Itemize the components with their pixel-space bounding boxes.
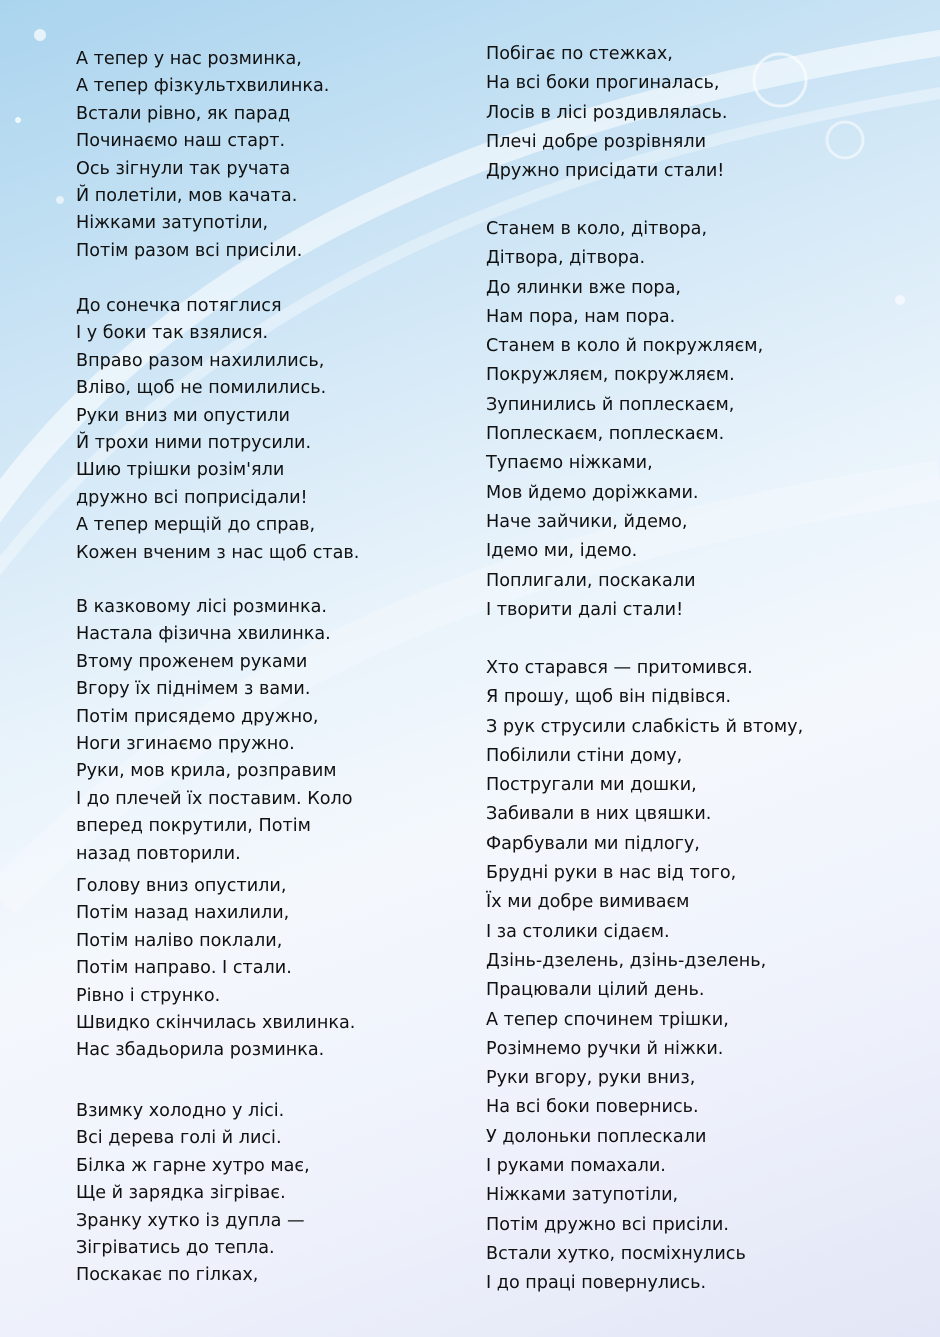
poem-line: І до праці повернулись. <box>486 1273 707 1294</box>
poem-line: Вгору їх піднімем з вами. <box>76 679 311 700</box>
poem-line: Працювали цілий день. <box>486 980 705 1001</box>
poem-line: Хто старався — притомився. <box>486 658 753 678</box>
stanza <box>486 215 763 625</box>
poem-line: Ноги згинаємо пружно. <box>76 734 295 755</box>
poem-line: До сонечка потяглися <box>76 296 282 316</box>
poem-line: Фарбували ми підлогу, <box>486 833 700 854</box>
poem-line: Швидко скінчилась хвилинка. <box>76 1013 356 1034</box>
poem-line: Їх ми добре вимиваєм <box>486 892 690 913</box>
poem-line: Вліво, щоб не помилились. <box>76 378 327 399</box>
poem-line: Всі дерева голі й лисі. <box>76 1128 282 1149</box>
poem-line: Починаємо наш старт. <box>76 131 286 152</box>
poem-line: Забивали в них цвяшки. <box>486 804 712 825</box>
poem-line: Кожен вченим з нас щоб став. <box>76 542 360 563</box>
poem-line: Дзінь-дзелень, дзінь-дзелень, <box>486 950 767 971</box>
poem-line: Дітвора, дітвора. <box>486 248 646 269</box>
poem-line: Плечі добре розрівняли <box>486 131 707 152</box>
poem-line: Й полетіли, мов качата. <box>76 186 298 207</box>
poem-line: вперед покрутили, Потім <box>76 816 311 837</box>
poem-line: В казковому лісі розминка. <box>76 597 328 617</box>
poem-line: Встали хутко, посміхнулись <box>486 1243 746 1264</box>
poem-line: Станем в коло, дітвора, <box>486 219 708 239</box>
poem-line: Ніжками затупотіли, <box>486 1185 679 1206</box>
poem-line: Взимку холодно у лісі. <box>76 1101 285 1121</box>
poem-line: Наче зайчики, йдемо, <box>486 511 688 532</box>
poem-line: Руки, мов крила, розправим <box>76 761 337 782</box>
poem-line: Ніжками затупотіли, <box>76 213 269 234</box>
poem-line: Зранку хутко із дупла — <box>76 1210 305 1231</box>
poem-line: І творити далі стали! <box>486 599 684 620</box>
poem-line: У долоньки поплескали <box>486 1126 707 1147</box>
poem-line: Лосів в лісі роздивлялась. <box>486 102 728 123</box>
stanza <box>76 293 359 567</box>
poem-line: Станем в коло й покружляєм, <box>486 336 764 357</box>
poem-line: Дружно присідати стали! <box>486 161 725 182</box>
poem-line: На всі боки повернись. <box>486 1097 699 1118</box>
stanza <box>486 40 728 186</box>
stanza <box>76 1098 310 1290</box>
poem-line: І до плечей їх поставим. Коло <box>76 788 353 809</box>
poem-line: Мов йдемо доріжками. <box>486 482 699 503</box>
poem-line: Рівно і струнко. <box>76 985 221 1006</box>
poem-line: Ідемо ми, ідемо. <box>486 541 638 562</box>
poem-line: Шию трішки розім'яли <box>76 460 285 481</box>
poem-line: А тепер мерщій до справ, <box>76 515 316 536</box>
poem-line: І руками помахали. <box>486 1156 666 1177</box>
poem-line: Побілили стіни дому, <box>486 745 683 766</box>
poem-line: Встали рівно, як парад <box>76 103 291 124</box>
poem-line: Брудні руки в нас від того, <box>486 863 737 884</box>
poem-line: Потім разом всі присіли. <box>76 240 303 261</box>
poem-line: Зупинились й поплескаєм, <box>486 394 735 415</box>
poem-line: Ще й зарядка зігріває. <box>76 1183 286 1204</box>
poem-line: А тепер у нас розминка, <box>76 49 302 69</box>
poem-line: Ось зігнули так ручата <box>76 158 291 179</box>
stanza <box>76 46 329 265</box>
poem-line: Потім назад нахилили, <box>76 903 290 924</box>
poem-line: А тепер спочинем трішки, <box>486 1009 729 1030</box>
poem-line: І за столики сідаєм. <box>486 921 670 942</box>
poem-line: назад повторили. <box>76 843 241 864</box>
poem-line: Зігріватись до тепла. <box>76 1238 275 1259</box>
poem-line: Білка ж гарне хутро має, <box>76 1155 310 1176</box>
stanza <box>76 873 355 1065</box>
poem-line: Й трохи ними потрусили. <box>76 433 312 454</box>
poem-line: Руки вниз ми опустили <box>76 405 290 426</box>
poem-line: Руки вгору, руки вниз, <box>486 1068 696 1089</box>
poem-line: А тепер фізкультхвилинка. <box>76 76 330 97</box>
poem-line: Потім наліво поклали, <box>76 930 283 951</box>
poem-line: Потім присядемо дружно, <box>76 706 319 727</box>
poem-line: Втому проженем руками <box>76 651 308 672</box>
poem-line: На всі боки прогиналась, <box>486 73 720 94</box>
poem-line: Розімнемо ручки й ніжки. <box>486 1038 724 1059</box>
poem-line: З рук струсили слабкість й втому, <box>486 716 804 737</box>
poem-line: Поскакає по гілках, <box>76 1265 259 1286</box>
poem-line: Нам пора, нам пора. <box>486 306 676 327</box>
poem-line: Тупаємо ніжками, <box>486 453 653 474</box>
poem-line: Потім направо. І стали. <box>76 958 292 979</box>
poem-line: Поплигали, поскакали <box>486 570 696 591</box>
poem-line: дружно всі поприсідали! <box>76 487 308 508</box>
poem-line: Вправо разом нахилились, <box>76 350 325 371</box>
poem-line: Я прошу, щоб він підвівся. <box>486 687 732 708</box>
poem-line: Потім дружно всі присіли. <box>486 1214 729 1235</box>
stanza <box>486 654 803 1299</box>
poem-line: Настала фізична хвилинка. <box>76 624 331 645</box>
poem-line: Покружляєм, покружляєм. <box>486 365 735 386</box>
poem-line: Нас збадьорила розминка. <box>76 1040 325 1061</box>
poem-line: Голову вниз опустили, <box>76 876 287 896</box>
poem-line: До ялинки вже пора, <box>486 277 681 298</box>
poem-line: І у боки так взялися. <box>76 323 269 344</box>
poem-line: Поплескаєм, поплескаєм. <box>486 424 725 445</box>
poem-line: Постругали ми дошки, <box>486 775 697 796</box>
stanza <box>76 594 353 868</box>
poem-line: Побігає по стежках, <box>486 44 673 64</box>
